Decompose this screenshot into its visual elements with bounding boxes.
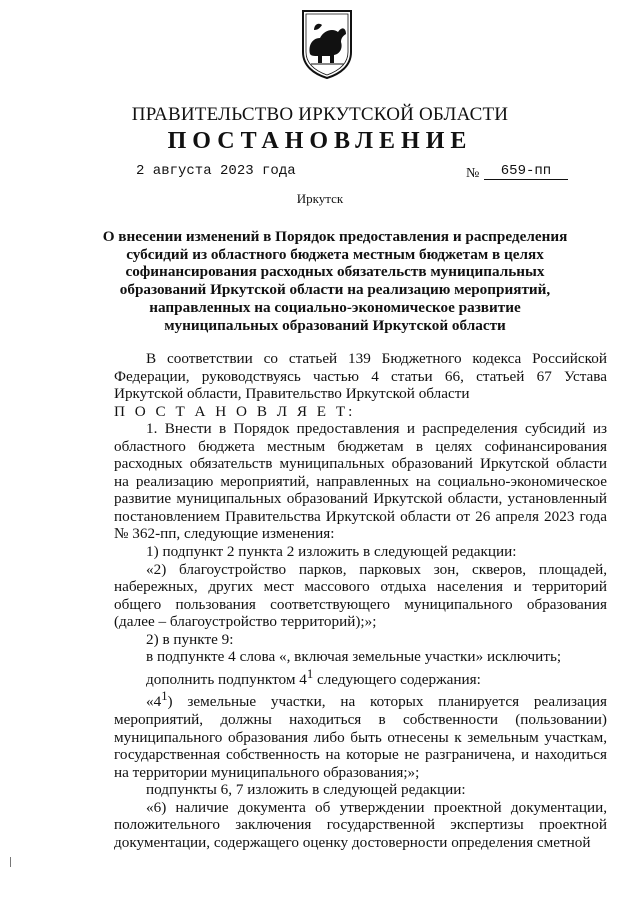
- paragraph-8: подпункты 6, 7 изложить в следующей редакции:: [146, 781, 466, 799]
- paragraph-6-tail: следующего содержания:: [313, 670, 481, 688]
- government-name: ПРАВИТЕЛЬСТВО ИРКУТСКОЙ ОБЛАСТИ: [131, 104, 509, 125]
- document-body: [114, 350, 607, 851]
- paragraph-3: «2) благоустройство парков, парковых зон, скверов, площадей, набережных, других мест массового отдыха населения и территорий общего пользования соответствующего муниципального образования (далее – благоустройство территорий);»;: [114, 560, 607, 631]
- paragraph-1: 1. Внести в Порядок предоставления и распределения субсидий из областного бюджета местным бюджетам в целях софинансирования расходных обязательств муниципальных образований Иркутской области на реализацию мероприятий, направленных на социально-экономическое развитие муниципальных образований Иркутской области, установленный постановлением Правительства Иркутской области от 26 апреля 2023 года № 362-пп, следующие изменения:: [114, 420, 607, 543]
- scan-edge-mark: [10, 857, 11, 867]
- paragraph-7-tail: ) земельные участки, на которых планируется реализация мероприятий, должны находиться в собственности (пользовании) муниципального образования либо быть отнесены к земельным участкам, государственная собственность на которые не разграничена, и находиться на территории муниципального образования;»;: [114, 693, 607, 781]
- city-name: Иркутск: [296, 191, 344, 206]
- paragraph-7: [114, 688, 607, 781]
- superscript: 1: [306, 666, 314, 681]
- document-title: О внесении изменений в Порядок предоставления и распределения субсидий из областного бюджета местным бюджетам в целях софинансирования расходных обязательств муниципальных образований Иркутской области на реализацию мероприятий, направленных на социально-экономическое развитие муниципальных образований Иркутской области: [102, 228, 568, 334]
- document-type: ПОСТАНОВЛЕНИЕ: [167, 128, 473, 154]
- preamble: В соответствии со статьей 139 Бюджетного кодекса Российской Федерации, руководствуясь частью 4 статьи 66, статьей 67 Устава Иркутской области, Правительство Иркутской области: [114, 350, 607, 403]
- paragraph-2: 1) подпункт 2 пункта 2 изложить в следующей редакции:: [146, 543, 517, 561]
- resolves-heading: П О С Т А Н О В Л Я Е Т:: [114, 402, 356, 420]
- irkutsk-coat-of-arms-icon: [300, 8, 354, 80]
- paragraph-6-text: дополнить подпунктом 4: [146, 670, 307, 688]
- paragraph-4: 2) в пункте 9:: [146, 630, 234, 648]
- paragraph-9: «6) наличие документа об утверждении проектной документации, положительного заключения государственной экспертизы проектной документации, содержащего оценку достоверности определения сметной: [114, 798, 607, 851]
- paragraph-6: [114, 666, 607, 689]
- paragraph-7-text: «4: [146, 693, 162, 711]
- document-date: 2 августа 2023 года: [136, 163, 296, 179]
- document-number: 659-пп: [484, 163, 568, 180]
- superscript: 1: [161, 689, 168, 704]
- number-label: №: [466, 166, 480, 181]
- paragraph-5: в подпункте 4 слова «, включая земельные участки» исключить;: [146, 648, 562, 666]
